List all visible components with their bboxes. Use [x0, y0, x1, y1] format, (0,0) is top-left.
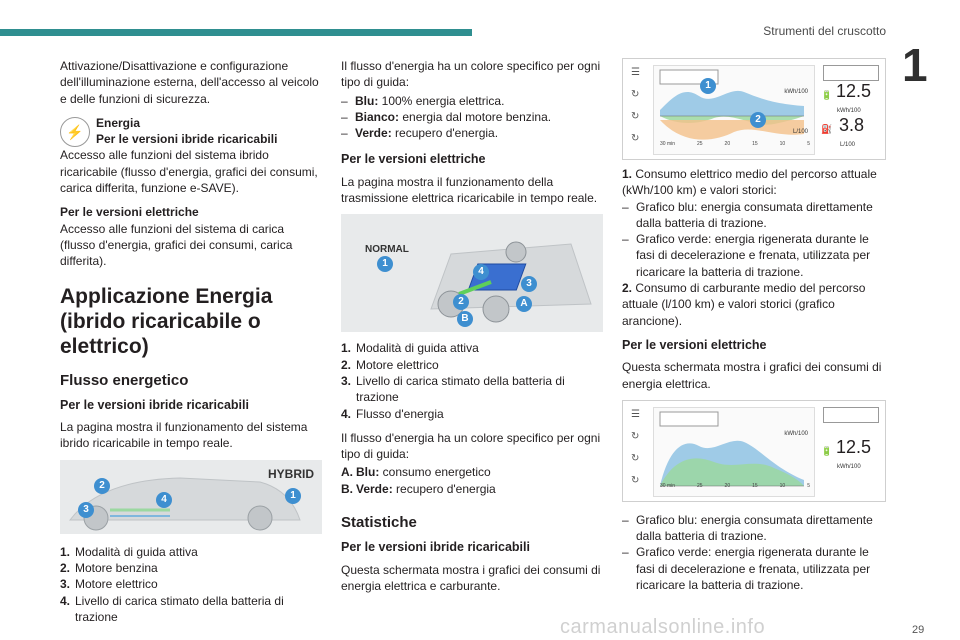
list-item: 3. Motore elettrico	[60, 577, 158, 592]
consumption-screen-hybrid	[622, 58, 886, 160]
consumption-chart-electric	[653, 407, 815, 497]
kwh-unit: kWh/100	[837, 463, 861, 470]
refresh-icon: ↻	[631, 89, 640, 100]
badge-1: 1	[377, 256, 393, 272]
list-item: 4. Flusso d'energia	[341, 406, 444, 421]
badge-3: 3	[521, 276, 537, 292]
electric-graph-list	[622, 512, 884, 593]
list-item: – Verde: recupero d'energia.	[341, 126, 499, 141]
list-item: B. Verde: recupero d'energia	[341, 481, 496, 496]
flow-color-intro: Il flusso d'energia ha un colore specifico per ogni tipo di guida:	[341, 59, 601, 90]
menu-icon: ☰	[631, 408, 640, 420]
list-item: 2. Motore elettrico	[341, 357, 439, 372]
refresh-icon: ↻	[631, 111, 640, 122]
hybrid-car-illustration	[60, 460, 322, 534]
heading-hybrid-versions-2: Per le versioni ibride ricaricabili	[341, 540, 530, 555]
unit-low: L/100	[792, 129, 808, 135]
energia-label: Energia	[96, 115, 141, 130]
heading-hybrid-versions: Per le versioni ibride ricaricabili	[60, 397, 249, 412]
heading-statistics: Statistiche	[341, 514, 417, 532]
list-item: A. Blu: consumo energetico	[341, 465, 491, 480]
heading-electric-versions-3: Per le versioni elettriche	[622, 337, 767, 352]
hybrid-flow-figure	[60, 460, 322, 534]
electric-stats-text: Questa schermata mostra i grafici dei consumi di energia elettrica.	[622, 360, 882, 391]
page-number: 29	[912, 624, 925, 636]
refresh-icon: ↻	[631, 133, 640, 144]
refresh-icon: ↻	[631, 474, 640, 486]
badge-a: A	[516, 296, 532, 312]
battery-icon: 🔋	[821, 445, 833, 456]
kwh-value: 12.5	[836, 81, 872, 101]
flow-color-list	[341, 93, 603, 142]
fuel-unit: L/100	[840, 142, 856, 148]
intro-text: Attivazione/Disattivazione e configurazione dell'illuminazione esterna, dell'accesso al veicolo e delle funzioni di sicurezza.	[60, 59, 319, 106]
watermark: carmanualsonline.info	[560, 616, 766, 638]
electric-flow-figure	[341, 214, 603, 332]
kwh-unit: kWh/100	[837, 108, 861, 114]
flow-color-intro-2: Il flusso d'energia ha un colore specifico per ogni tipo di guida:	[341, 430, 601, 462]
menu-icon: ☰	[631, 67, 640, 78]
fuel-icon: ⛽	[821, 124, 833, 134]
item-1-list	[622, 199, 884, 280]
hybrid-legend-list	[60, 544, 322, 625]
refresh-icon: ↻	[631, 452, 640, 464]
electric-flow-text: La pagina mostra il funzionamento della trasmissione elettrica ricaricabile in tempo reale.	[341, 174, 598, 206]
heading-electric-versions: Per le versioni elettriche	[341, 152, 486, 167]
hybrid-flow-text: La pagina mostra il funzionamento del sistema ibrido ricaricabile in tempo reale.	[60, 420, 308, 451]
electric-legend-list	[341, 340, 603, 421]
unit-top: kWh/100	[784, 430, 808, 437]
heading-energy-app: Applicazione Energia (ibrido ricaricabile o elettrico)	[60, 284, 273, 358]
statistics-text: Questa schermata mostra i grafici dei consumi di energia elettrica e carburante.	[341, 562, 601, 593]
display-field	[823, 407, 879, 423]
energia-block	[60, 115, 322, 148]
badge-b: B	[457, 311, 473, 327]
badge-1: 1	[700, 78, 716, 94]
list-item: 1. Modalità di guida attiva	[60, 544, 198, 559]
chapter-number: 1	[902, 39, 928, 91]
list-item: 4. Livello di carica stimato della batteria di trazione	[60, 593, 284, 624]
list-item: 3. Livello di carica stimato della batteria di trazione	[341, 373, 565, 405]
item-2: 2. Consumo di carburante medio del percorso attuale (l/100 km) e valori storici (grafico arancione).	[622, 281, 866, 328]
battery-icon: 🔋	[821, 90, 833, 100]
badge-2: 2	[750, 112, 766, 128]
x-axis-ticks: 30 min 25 20 15 10 5	[660, 140, 810, 147]
list-item: – Grafico blu: energia consumata direttamente dalla batteria di trazione.	[622, 199, 873, 230]
badge-4: 4	[156, 492, 172, 508]
hybrid-mode-label: HYBRID	[267, 466, 314, 481]
header-accent-bar	[0, 29, 472, 36]
column-1	[60, 58, 322, 625]
list-item: – Grafico verde: energia rigenerata durante le fasi di decelerazione e frenata, utilizzata per ricaricare la batteria di trazione.	[622, 232, 871, 279]
energia-subtitle: Per le versioni ibride ricaricabili	[96, 132, 278, 147]
consumption-screen-electric	[622, 400, 886, 502]
badge-2: 2	[94, 478, 110, 494]
section-title: Strumenti del cruscotto	[763, 24, 886, 38]
column-2	[341, 58, 603, 602]
x-axis-ticks: 30 min 25 20 15 10 5	[660, 482, 810, 489]
energia-description: Accesso alle funzioni del sistema ibrido ricaricabile (flusso d'energia, grafici dei consumi, carica differita, funzione e-SAVE).	[60, 148, 318, 196]
electric-mode-label: NORMAL	[365, 244, 409, 256]
kwh-value: 12.5	[836, 436, 872, 457]
flow-ab-list	[341, 464, 603, 497]
refresh-icon: ↻	[631, 430, 640, 442]
list-item: 1. Modalità di guida attiva	[341, 341, 479, 356]
consumption-chart	[653, 65, 815, 155]
badge-4: 4	[473, 264, 489, 280]
list-item: – Bianco: energia dal motore benzina.	[341, 109, 552, 124]
heading-energy-flow: Flusso energetico	[60, 371, 189, 389]
list-item: – Grafico blu: energia consumata direttamente dalla batteria di trazione.	[622, 512, 873, 544]
list-item: 2. Motore benzina	[60, 561, 158, 576]
display-field	[823, 65, 879, 81]
column-3	[622, 58, 884, 593]
badge-2: 2	[453, 294, 469, 310]
badge-1: 1	[285, 488, 301, 504]
fuel-value: 3.8	[839, 115, 865, 135]
unit-top: kWh/100	[784, 89, 808, 95]
badge-3: 3	[78, 502, 94, 518]
list-item: – Blu: 100% energia elettrica.	[341, 93, 505, 108]
item-1: 1. Consumo elettrico medio del percorso attuale (kWh/100 km) e valori storici:	[622, 167, 877, 198]
electric-versions-description: Accesso alle funzioni del sistema di carica (flusso d'energia, grafici dei consumi, carica differita).	[60, 221, 293, 269]
electric-versions-title: Per le versioni elettriche	[60, 205, 199, 220]
lightning-icon: ⚡	[60, 117, 90, 147]
list-item: – Grafico verde: energia rigenerata durante le fasi di decelerazione e frenata, utilizzata per ricaricare la batteria di trazione.	[622, 545, 871, 593]
